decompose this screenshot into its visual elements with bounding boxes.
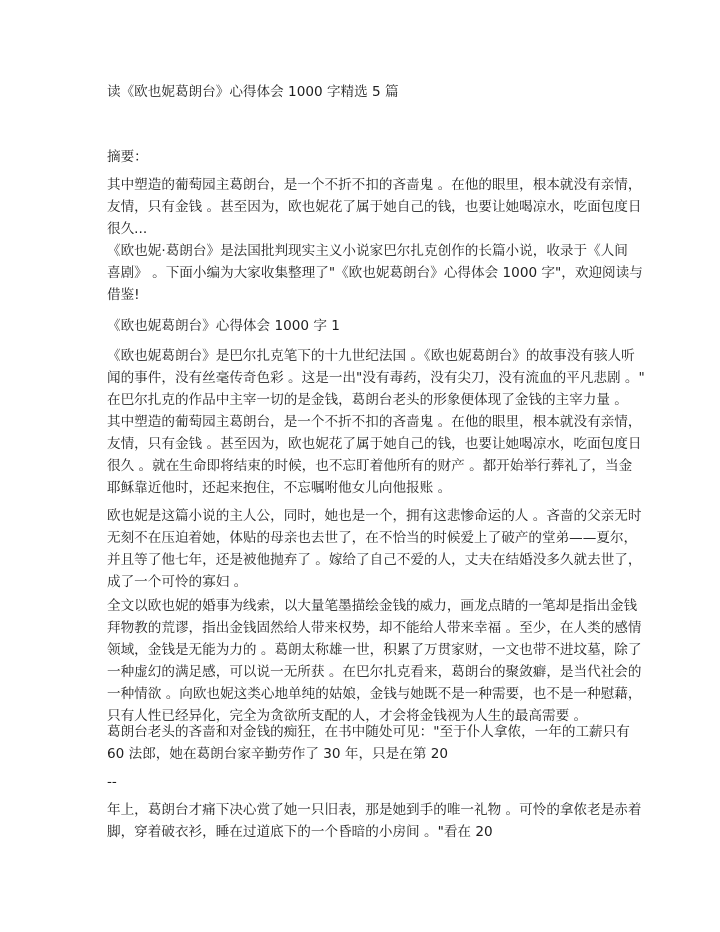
document-title <box>107 81 627 103</box>
abstract-text: 摘要： <box>107 149 148 165</box>
text-line: 其中塑造的葡萄园主葛朗台，是一个不折不扣的吝啬鬼 。在他的眼里，根本就没有亲情， <box>107 414 642 430</box>
text-line: 一种虚幻的满足感，可以说一无所获 。在巴尔扎克看来，葛朗台的聚敛癖，是当代社会的 <box>107 664 642 680</box>
text-line: -- <box>107 774 117 790</box>
text-line: 友情，只有金钱 。甚至因为，欧也妮花了属于她自己的钱，也要让她喝凉水，吃面包度日 <box>107 436 642 452</box>
section-heading <box>107 315 627 337</box>
paragraph <box>107 240 643 306</box>
text-line: 只有人性已经异化，完全为贪欲所支配的人，才会将金钱视为人生的最高需要 。 <box>107 708 588 724</box>
text-line: 其中塑造的葡萄园主葛朗台，是一个不折不扣的吝啬鬼 。在他的眼里，根本就没有亲情， <box>107 177 642 193</box>
text-line: 无刻不在压迫着她，体贴的母亲也去世了，在不恰当的时候爱上了破产的堂弟——夏尔， <box>107 530 638 546</box>
text-line: 《欧也妮葛朗台》是巴尔扎克笔下的十九世纪法国 。《欧也妮葛朗台》的故事没有骇人听 <box>107 348 635 364</box>
text-line: 喜剧》 。下面小编为大家收集整理了"《欧也妮葛朗台》心得体会 1000 字"，欢迎阅读与 <box>107 265 643 281</box>
text-line: 《欧也妮·葛朗台》是法国批判现实主义小说家巴尔扎克创作的长篇小说，收录于《人间 <box>107 243 628 259</box>
abstract-label <box>107 146 627 168</box>
text-line: 葛朗台老头的吝啬和对金钱的痴狂，在书中随处可见："至于仆人拿侬，一年的工薪只有 <box>107 724 630 740</box>
text-line: 很久... <box>107 221 148 237</box>
text-line: 耶稣靠近他时，还起来抱住，不忘嘱咐他女儿向他报账 。 <box>107 480 452 496</box>
paragraph <box>107 505 642 593</box>
paragraph <box>107 595 642 727</box>
paragraph <box>107 345 645 411</box>
text-line: 并且等了他七年，还是被他抛弃了 。嫁给了自己不爱的人，丈夫在结婚没多久就去世了， <box>107 552 642 568</box>
title-text: 读《欧也妮葛朗台》心得体会 1000 字精选 5 篇 <box>107 84 399 100</box>
text-line: 一种情欲 。向欧也妮这类心地单纯的姑娘，金钱与她既不是一种需要，也不是一种慰藉， <box>107 686 642 702</box>
text-line: 拜物教的荒谬，指出金钱固然给人带来权势，却不能给人带来幸福 。至少，在人类的感情 <box>107 620 642 636</box>
text-line: 欧也妮是这篇小说的主人公，同时，她也是一个，拥有这悲惨命运的人 。吝啬的父亲无时 <box>107 508 642 524</box>
text-line: 60 法郎，她在葛朗台家辛勤劳作了 30 年，只是在第 20 <box>107 746 449 762</box>
text-line: 《欧也妮葛朗台》心得体会 1000 字 1 <box>107 318 340 334</box>
paragraph <box>107 771 627 793</box>
text-line: 借鉴! <box>107 287 140 303</box>
text-line: 友情，只有金钱 。甚至因为，欧也妮花了属于她自己的钱，也要让她喝凉水，吃面包度日 <box>107 199 642 215</box>
text-line: 在巴尔扎克的作品中主宰一切的是金钱，葛朗台老头的形象便体现了金钱的主宰力量 。 <box>107 392 628 408</box>
paragraph <box>107 721 630 765</box>
text-line: 脚，穿着破衣衫，睡在过道底下的一个昏暗的小房间 。"看在 20 <box>107 824 493 840</box>
paragraph <box>107 174 642 240</box>
text-line: 闻的事件，没有丝毫传奇色彩 。这是一出"没有毒药，没有尖刀，没有流血的平凡悲剧 。" <box>107 370 645 386</box>
text-line: 领域，金钱是无能为力的 。葛朗太称雄一世，积累了万贯家财，一文也带不进坟墓，除了 <box>107 642 642 658</box>
text-line: 年上，葛朗台才痛下决心赏了她一只旧表，那是她到手的唯一礼物 。可怜的拿侬老是赤着 <box>107 802 642 818</box>
text-line: 全文以欧也妮的婚事为线索，以大量笔墨描绘金钱的威力，画龙点睛的一笔却是指出金钱 <box>107 598 638 614</box>
paragraph <box>107 799 642 843</box>
text-line: 很久 。就在生命即将结束的时候，也不忘盯着他所有的财产 。都开始举行葬礼了，当金 <box>107 458 633 474</box>
text-line: 成了一个可怜的寡妇 。 <box>107 574 248 590</box>
paragraph <box>107 411 642 499</box>
